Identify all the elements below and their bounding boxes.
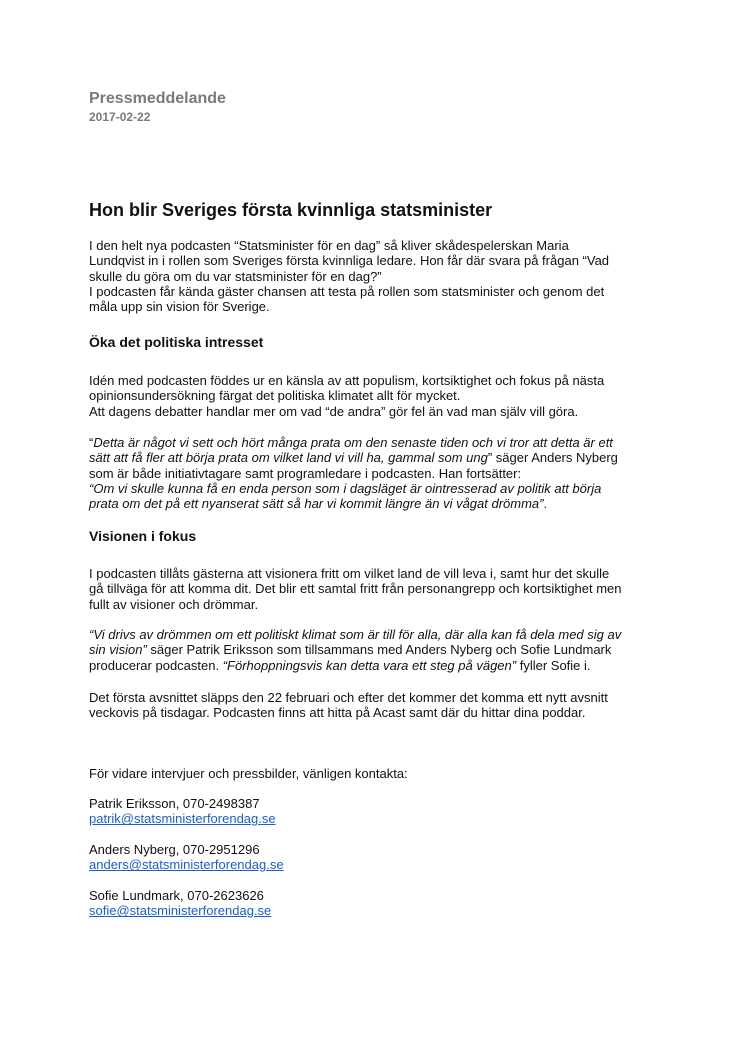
period: . — [543, 496, 548, 512]
text-line: I den helt nya podcasten “Statsminister för en dag” så kliver skådespelerskan Maria — [89, 238, 569, 253]
email-link-sofie[interactable]: sofie@statsministerforendag.se — [89, 903, 272, 919]
text-line — [89, 658, 669, 673]
contact-block-anders — [89, 842, 284, 873]
text-line: opinionsundersökning färgat det politiska klimatet allt för mycket. — [89, 388, 461, 404]
section-heading-politics: Öka det politiska intresset — [89, 334, 264, 350]
contact-name-phone: Anders Nyberg, 070-2951296 — [89, 842, 260, 857]
email-link-patrik[interactable]: patrik@statsministerforendag.se — [89, 811, 276, 827]
intro-paragraph — [89, 238, 669, 314]
text-line: I podcasten tillåts gästerna att visionera fritt om vilket land de vill leva i, samt hur det skulle — [89, 566, 610, 581]
press-release-label: Pressmeddelande — [89, 90, 226, 107]
release-date: 2017-02-22 — [89, 110, 151, 124]
release-info-paragraph — [89, 690, 669, 721]
text-line: Lundqvist in i rollen som Sveriges första kvinnliga ledare. Hon får där svara på frågan “Vad — [89, 253, 610, 269]
text-line: I podcasten får kända gäster chansen att testa på rollen som statsminister och genom det — [89, 283, 605, 299]
quote-text: “Om vi skulle kunna få en enda person som i dagsläget är ointresserad av politik att börja — [89, 480, 602, 496]
attribution-text: säger Patrik Eriksson som tillsammans med Anders Nyberg och Sofie Lundmark — [146, 642, 612, 658]
text-line — [89, 642, 669, 657]
text-line — [89, 435, 669, 450]
politics-paragraph — [89, 373, 669, 419]
quote-mark: “ — [89, 435, 94, 450]
attribution-text: ” säger Anders Nyberg — [487, 450, 618, 466]
nyberg-quote-paragraph — [89, 435, 669, 511]
text-line: gå tillväga för att komma dit. Det blir ett samtal fritt från personangrepp och kortsiktighet men — [89, 581, 622, 597]
contact-name-phone: Patrik Eriksson, 070-2498387 — [89, 796, 260, 811]
quote-text: “Förhoppningsvis kan detta vara ett steg på vägen” — [222, 657, 517, 673]
text-line: För vidare intervjuer och pressbilder, vänligen kontakta: — [89, 766, 408, 781]
text-line — [89, 496, 669, 511]
attribution-text: fyller Sofie i. — [516, 657, 591, 673]
text-line: fullt av visioner och drömmar. — [89, 596, 259, 612]
quote-text: “Vi drivs av drömmen om ett politiskt klimat som är till för alla, där alla kan få dela med sig av — [89, 627, 622, 642]
section-heading-vision: Visionen i fokus — [89, 528, 197, 544]
contact-intro — [89, 766, 669, 781]
quote-text: sin vision” — [89, 642, 147, 658]
text-line: som är både initiativtagare samt programledare i podcasten. Han fortsätter: — [89, 465, 522, 481]
text-line: skulle du göra om du var statsminister för en dag?” — [89, 268, 382, 284]
page-title: Hon blir Sveriges första kvinnliga statsminister — [89, 200, 493, 220]
text-line: måla upp sin vision för Sverige. — [89, 299, 270, 315]
email-link-anders[interactable]: anders@statsministerforendag.se — [89, 857, 284, 873]
eriksson-quote-paragraph — [89, 627, 669, 673]
attribution-text: producerar podcasten. — [89, 657, 223, 673]
vision-paragraph — [89, 566, 669, 612]
text-line — [89, 450, 669, 465]
text-line: Idén med podcasten föddes ur en känsla av att populism, kortsiktighet och fokus på nästa — [89, 373, 605, 388]
quote-text: prata om det på ett nyanserat sätt så har vi kommit längre än vi vågat drömma” — [89, 496, 544, 512]
text-line: veckovis på tisdagar. Podcasten finns att hitta på Acast samt där du hittar dina poddar. — [89, 705, 586, 721]
text-line: Det första avsnittet släpps den 22 februari och efter det kommer det komma ett nytt avsnitt — [89, 690, 608, 705]
contact-name-phone: Sofie Lundmark, 070-2623626 — [89, 888, 264, 903]
quote-text: Detta är något vi sett och hört många prata om den senaste tiden och vi tror att detta är ett — [93, 435, 613, 450]
quote-text: sätt att få fler att börja prata om vilket land vi vill ha, gammal som ung — [89, 450, 488, 466]
contact-block-patrik — [89, 796, 276, 827]
contact-block-sofie — [89, 888, 271, 919]
text-line: Att dagens debatter handlar mer om vad “de andra” gör fel än vad man själv vill göra. — [89, 403, 579, 419]
